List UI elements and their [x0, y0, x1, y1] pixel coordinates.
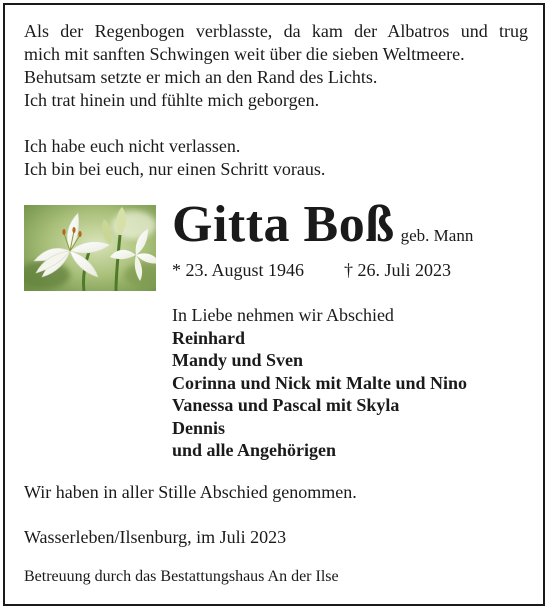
- mourners-intro: In Liebe nehmen wir Abschied: [172, 305, 394, 325]
- poem: [24, 20, 528, 181]
- mourner-name: Mandy und Sven: [172, 350, 304, 370]
- poem-line: Ich trat hinein und fühlte mich geborgen.: [24, 90, 320, 110]
- mourner-name: Corinna und Nick mit Malte und Nino: [172, 372, 468, 393]
- mourners-list: [172, 304, 467, 462]
- mourner-name: Vanessa und Pascal mit Skyla: [172, 395, 400, 415]
- poem-gap: [24, 112, 528, 135]
- place-and-date: Wasserleben/Ilsenburg, im Juli 2023: [24, 527, 287, 547]
- death-date: † 26. Juli 2023: [344, 260, 452, 280]
- mourner-name: Dennis: [172, 417, 226, 438]
- poem-line: mich mit sanften Schwingen weit über die sieben Weltmeere.: [24, 44, 465, 64]
- poem-line: Ich bin bei euch, nur einen Schritt voraus.: [24, 159, 326, 179]
- maiden-name: geb. Mann: [400, 226, 474, 245]
- closing-statement: Wir haben in aller Stille Abschied genommen.: [24, 482, 357, 502]
- deceased-name: Gitta Boß: [172, 196, 395, 253]
- mourner-name: und alle Angehörigen: [172, 440, 337, 460]
- deceased-name-row: [172, 194, 473, 256]
- birth-date: * 23. August 1946: [172, 260, 305, 280]
- poem-line: Als der Regenbogen verblasste, da kam der Albatros und trug: [24, 21, 528, 41]
- life-dates: [172, 259, 452, 282]
- funeral-home-credit: Betreuung durch das Bestattungshaus An der Ilse: [24, 568, 339, 585]
- poem-line: Behutsam setzte er mich an den Rand des Lichts.: [24, 67, 378, 87]
- lily-flower-photo: [24, 205, 156, 291]
- mourner-name: Reinhard: [172, 327, 246, 348]
- poem-line: Ich habe euch nicht verlassen.: [24, 136, 241, 156]
